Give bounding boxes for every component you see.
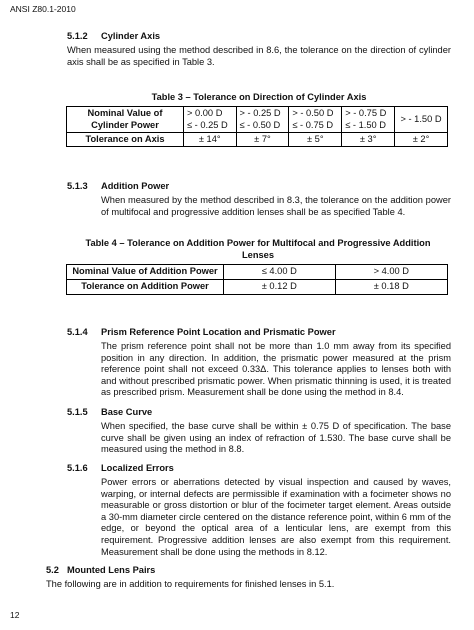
table-4-caption: Table 4 – Tolerance on Addition Power for Multifocal and Progressive Addition Lenses [85,238,431,260]
table-3-cell: ± 2° [395,133,448,147]
section-number-5-1-2: 5.1.2 [67,31,88,41]
table-4-cell: ± 0.18 D [335,280,447,295]
section-title-prism-reference: Prism Reference Point Location and Prismatic Power [101,327,336,337]
section-title-mounted-lens-pairs: Mounted Lens Pairs [67,565,156,575]
section-number-5-1-4: 5.1.4 [67,327,88,337]
section-body-5-2: The following are in addition to requirements for finished lenses in 5.1. [46,579,335,589]
table-4-row-label: Nominal Value of Addition Power [67,265,224,280]
section-body-5-1-4: The prism reference point shall not be more than 1.0 mm away from its specified position in any direction. In addition, the prismatic power measured at the prism reference point shall not exceed 0.33Δ. This tolerance applies to lenses both with and without prescribed prismatic power. When prismatic thinning is used, it is treated as prescribed prism. Measurement shall be done using the method in 8.4. [101,341,451,398]
section-title-cylinder-axis: Cylinder Axis [101,31,161,41]
table-4-cell: > 4.00 D [335,265,447,280]
section-number-5-1-3: 5.1.3 [67,181,88,191]
table-4-cell: ≤ 4.00 D [224,265,336,280]
section-body-5-1-5: When specified, the base curve shall be within ± 0.75 D of specification. The base curve shall be given using an index of refraction of 1.530. The base curve shall be measured using the method in 8.8. [101,421,451,455]
table-3-range-5: > - 1.50 D [395,107,448,133]
table-3-cell: ± 3° [342,133,395,147]
section-body-5-1-6: Power errors or aberrations detected by visual inspection and caused by waves, warping, or internal defects are permissible if examination with a focimeter shows no measurable or gross distortion or blur of the focimeter target element. Areas outside a 30-mm diameter circle centered on the distance reference point, within 6 mm of the edge, or beyond the optical area of a lenticular lens, are exempt from this requirement. Progressive addition lenses are also exempt from this requirement. Measurement shall be done using the methods in 8.12. [101,477,451,557]
table-3-row-label: Tolerance on Axis [67,133,184,147]
section-title-addition-power: Addition Power [101,181,170,191]
table-3-cell: ± 14° [184,133,237,147]
page-number: 12 [10,610,20,620]
section-number-5-1-5: 5.1.5 [67,407,88,417]
section-body-5-1-3: When measured by the method described in 8.3, the tolerance on the addition power of multifocal and progressive addition lenses shall be as specified Table 4. [101,195,451,217]
table-3-range-1: > 0.00 D ≤ - 0.25 D [184,107,237,133]
section-number-5-1-6: 5.1.6 [67,463,88,473]
table-4-row-label: Tolerance on Addition Power [67,280,224,295]
table-3 [66,106,448,147]
table-3-cell: ± 7° [236,133,289,147]
table-3-cell: ± 5° [289,133,342,147]
section-number-5-2: 5.2 [46,565,59,575]
table-4 [66,264,448,295]
table-4-cell: ± 0.12 D [224,280,336,295]
section-title-localized-errors: Localized Errors [101,463,174,473]
table-3-caption: Table 3 – Tolerance on Direction of Cylinder Axis [151,92,367,102]
section-title-base-curve: Base Curve [101,407,153,417]
table-3-range-2: > - 0.25 D ≤ - 0.50 D [236,107,289,133]
table-3-range-3: > - 0.50 D ≤ - 0.75 D [289,107,342,133]
running-header: ANSI Z80.1-2010 [10,4,76,14]
table-3-range-4: > - 0.75 D ≤ - 1.50 D [342,107,395,133]
section-body-5-1-2: When measured using the method described in 8.6, the tolerance on the direction of cylinder axis shall be as specified in Table 3. [67,45,451,67]
table-3-row-label: Nominal Value of Cylinder Power [67,107,184,133]
